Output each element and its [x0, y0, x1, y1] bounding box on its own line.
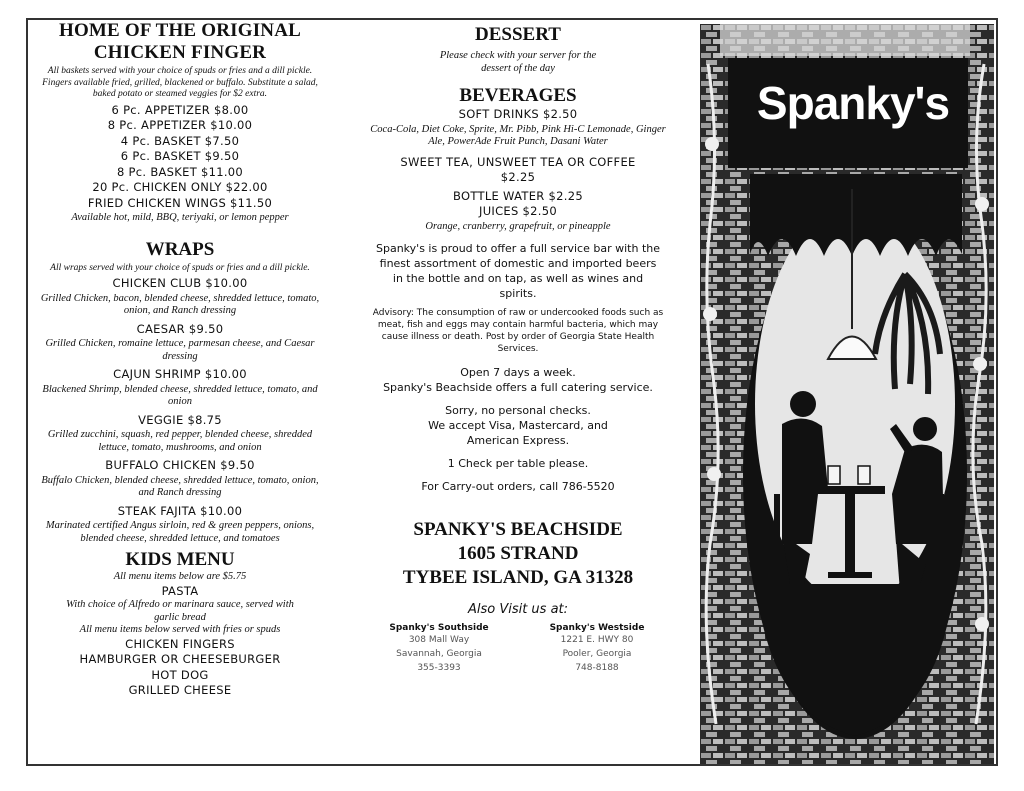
chicken-item: 6 Pc. BASKET $9.50: [120, 149, 240, 163]
location-city: Pooler, Georgia: [562, 649, 632, 659]
carryout-phone: For Carry-out orders, call 786-5520: [421, 480, 615, 493]
wrap-desc: Grilled Chicken, romaine lettuce, parmesan cheese, and Caesar dressing: [45, 338, 315, 362]
vine-flower: [973, 357, 987, 371]
wrap-desc: Buffalo Chicken, blended cheese, shredded lettuce, tomato, onion, and Ranch dressing: [41, 474, 319, 498]
kids-pasta-desc: With choice of Alfredo or marinara sauce, served with garlic bread: [66, 599, 294, 623]
beer-mug-left: [828, 466, 840, 484]
right-chair: [938, 494, 944, 584]
chicken-item: 8 Pc. BASKET $11.00: [116, 164, 244, 179]
chicken-item: FRIED CHICKEN WINGS $11.50: [87, 195, 273, 210]
location-name: Spanky's Westside: [549, 623, 645, 633]
wrap-name: BUFFALO CHICKEN $9.50: [105, 458, 255, 472]
baskets-note: All baskets served with your choice of spuds or fries and a dill pickle. Fingers available fried, grilled, blackened or buffalo. Substitute a salad, baked potato or steamed veggies for $2 extra.: [42, 66, 318, 99]
wings-note: Available hot, mild, BBQ, teriyaki, or lemon pepper: [71, 212, 289, 223]
kids-price-note: All menu items below are $5.75: [113, 571, 247, 582]
address-name: SPANKY'S BEACHSIDE: [413, 519, 623, 540]
middle-column: [360, 24, 676, 675]
kids-menu-title: KIDS MENU: [125, 549, 235, 570]
wrap-desc: Marinated certified Angus sirloin, red & green peppers, onions, blended cheese, shredded lettuce, and tomatoes: [45, 520, 315, 544]
left-figure-head: [790, 391, 816, 417]
location-street: 1221 E. HWY 80: [560, 635, 634, 645]
wrap-name: STEAK FAJITA $10.00: [117, 503, 243, 518]
kids-sides-note: All menu items below served with fries or spuds: [79, 624, 281, 635]
chicken-item: 20 Pc. CHICKEN ONLY $22.00: [92, 180, 268, 194]
location-phone: 355-3393: [417, 663, 461, 673]
soft-drinks-desc: Coca-Cola, Diet Coke, Sprite, Mr. Pibb, Pink Hi-C Lemonade, Ginger Ale, PowerAde Fruit Punch, Dasani Water: [370, 123, 666, 147]
juices-desc: Orange, cranberry, grapefruit, or pineapple: [425, 220, 611, 232]
location-street: 308 Mall Way: [408, 635, 470, 645]
catering-text: Spanky's Beachside offers a full catering service.: [383, 381, 653, 394]
kids-item: GRILLED CHEESE: [128, 683, 232, 697]
chicken-item: 4 Pc. BASKET $7.50: [120, 133, 240, 148]
soft-drinks: SOFT DRINKS $2.50: [458, 107, 578, 121]
bar-text: Spanky's is proud to offer a full service bar with the finest assortment of domestic and imported beers in the bottle and on tap, as well as wines and spirits.: [376, 242, 660, 300]
also-visit-title: Also Visit us at:: [467, 602, 569, 617]
juices: JUICES $2.50: [479, 204, 557, 218]
wrap-desc: Blackened Shrimp, blended cheese, shredded lettuce, tomato, and onion: [42, 383, 318, 407]
wrap-name: CAJUN SHRIMP $10.00: [113, 367, 247, 381]
location-southside: [364, 623, 514, 675]
chicken-item-list: [32, 103, 328, 212]
home-title-line-1: HOME OF THE ORIGINAL: [58, 20, 302, 41]
wraps-note: All wraps served with your choice of spuds or fries and a dill pickle.: [50, 262, 310, 273]
wrap-name: CAESAR $9.50: [136, 321, 224, 336]
top-brick-strip: [720, 24, 970, 56]
vine-flower: [703, 307, 717, 321]
kids-item: HAMBURGER OR CHEESEBURGER: [79, 652, 281, 666]
other-locations: [364, 623, 672, 675]
left-column: [32, 20, 328, 699]
check-per-table: 1 Check per table please.: [447, 457, 589, 470]
dessert-note: Please check with your server for the dessert of the day: [439, 50, 597, 74]
beverages-title: BEVERAGES: [459, 85, 577, 106]
cover-art-panel: [700, 24, 994, 764]
home-title-line-2: CHICKEN FINGER: [93, 42, 267, 63]
checks-line-2: We accept Visa, Mastercard, and American Express.: [428, 419, 608, 447]
tea-coffee: SWEET TEA, UNSWEET TEA OR COFFEE $2.25: [400, 154, 636, 184]
cover-illustration: [700, 24, 994, 764]
wrap-desc: Grilled zucchini, squash, red pepper, blended cheese, shredded lettuce, tomato, mushrooms, and onion: [47, 429, 313, 453]
wrap-name: VEGGIE $8.75: [138, 412, 222, 427]
wrap-desc: Grilled Chicken, bacon, blended cheese, shredded lettuce, tomato, onion, and Ranch dressing: [40, 292, 320, 316]
kids-pasta: PASTA: [161, 583, 199, 598]
open-days: Open 7 days a week.: [460, 366, 576, 379]
vine-flower: [707, 467, 721, 481]
vine-flower: [975, 617, 989, 631]
advisory-text: Advisory: The consumption of raw or undercooked foods such as meat, fish and eggs may contain harmful bacteria, which may cause illness or death. Post by order of Georgia State Health Services.: [372, 308, 664, 354]
location-name: Spanky's Southside: [389, 623, 489, 633]
beer-mug-right: [858, 466, 870, 484]
address-street: 1605 STRAND: [457, 543, 579, 564]
location-phone: 748-8188: [575, 663, 619, 673]
left-chair: [774, 494, 780, 584]
location-city: Savannah, Georgia: [396, 649, 482, 659]
checks-line-1: Sorry, no personal checks.: [445, 404, 591, 417]
bottle-water: BOTTLE WATER $2.25: [453, 188, 583, 203]
dessert-title: DESSERT: [475, 24, 561, 45]
vine-flower: [705, 137, 719, 151]
table-leg: [845, 494, 855, 574]
location-westside: [522, 623, 672, 675]
vine-flower: [975, 197, 989, 211]
chicken-item: 6 Pc. APPETIZER $8.00: [111, 102, 249, 117]
wrap-name: CHICKEN CLUB $10.00: [112, 276, 248, 290]
chicken-item: 8 Pc. APPETIZER $10.00: [107, 118, 253, 132]
address-city: TYBEE ISLAND, GA 31328: [402, 567, 634, 588]
spankys-logo: Spanky's: [756, 77, 950, 129]
kids-item: HOT DOG: [151, 667, 209, 682]
wraps-title: WRAPS: [145, 238, 215, 260]
kids-item: CHICKEN FINGERS: [125, 636, 235, 651]
table-base: [828, 572, 872, 578]
right-figure-head: [913, 417, 937, 441]
